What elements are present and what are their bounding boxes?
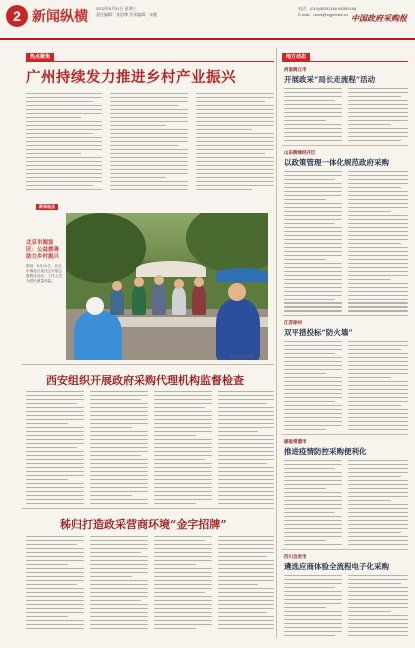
item-body	[284, 171, 342, 314]
article-body	[26, 391, 84, 507]
person	[172, 287, 186, 315]
person-head	[174, 279, 184, 289]
masthead-meta	[96, 6, 157, 17]
section-divider	[22, 364, 274, 365]
photo-caption-title: 北京市海淀区：公益慈善 助力乡村振兴	[26, 240, 60, 260]
canopy	[136, 261, 206, 277]
column-divider	[276, 48, 277, 638]
article-body	[196, 93, 274, 193]
person	[132, 285, 146, 315]
section-tag: 热点聚焦	[26, 53, 54, 61]
person-head	[112, 281, 122, 291]
person-head	[194, 277, 204, 287]
item-divider	[282, 549, 408, 550]
meta-date: 2022年8月31日 星期三	[96, 6, 137, 11]
item-body	[284, 341, 342, 433]
person-head	[134, 277, 144, 287]
masthead-contact	[298, 6, 356, 17]
tag-rule	[282, 61, 408, 62]
article-body	[26, 93, 102, 193]
item-divider	[282, 145, 408, 146]
contact-email: E-mail：news@cgpnews.cn	[298, 11, 348, 17]
person-head	[228, 283, 246, 301]
item-body	[348, 460, 408, 548]
photo-section-label: 新华视点	[36, 204, 58, 210]
article-body	[218, 536, 274, 632]
photo-caption-text: 图说：8月20日，北京市海淀区某社区开展志愿服务活动，工作人员为居民测量体温。	[26, 264, 62, 283]
section-tag: 地方动态	[282, 53, 310, 61]
item-headline: 开展政采“局长走流程”活动	[284, 75, 376, 84]
news-photo	[66, 213, 268, 360]
item-body	[284, 575, 342, 639]
item-body	[348, 341, 408, 433]
article-body	[26, 536, 84, 632]
lead-headline: 广州持续发力推进乡村产业振兴	[26, 69, 236, 86]
item-kicker: 江苏徐州	[284, 321, 302, 326]
article-body	[90, 536, 148, 632]
item-headline: 以政策管理一体化规范政府采购	[284, 158, 389, 167]
article-body	[218, 391, 274, 507]
section-divider	[22, 508, 274, 509]
person	[110, 289, 124, 315]
person	[152, 283, 166, 315]
canopy	[216, 268, 268, 282]
photo-tree	[66, 213, 146, 283]
person-head	[154, 275, 164, 285]
meta-editors: 责任编辑：张思博 美术编辑：宋健	[96, 11, 158, 17]
page-number-badge: 2	[6, 5, 28, 27]
item-kicker: 河南商丘市	[284, 68, 307, 73]
item-divider	[282, 434, 408, 435]
person-head	[86, 297, 104, 315]
item-body	[284, 460, 342, 548]
item-kicker: 山东聊城经开区	[284, 151, 316, 156]
section-title: 新闻纵横	[32, 9, 88, 25]
item-kicker: 四川自贡市	[284, 555, 307, 560]
person	[192, 285, 206, 315]
article-body	[90, 391, 148, 507]
person	[74, 311, 122, 360]
item-body	[284, 88, 342, 144]
article-body	[154, 391, 212, 507]
item-kicker: 湖南常德市	[284, 440, 307, 445]
tag-rule	[26, 61, 274, 62]
item-headline: 双平措投标“防火墙”	[284, 328, 353, 337]
contact-phone: 电话：(010)68392166 68392168	[298, 6, 357, 11]
item-body	[348, 575, 408, 639]
article-headline: 秭归打造政采营商环境“金字招牌”	[60, 518, 227, 531]
item-headline: 推进疫情防控采购便利化	[284, 447, 367, 456]
item-headline: 遴选应商体验全流程电子化采购	[284, 562, 389, 571]
person	[216, 299, 260, 360]
article-headline: 西安组织开展政府采购代理机构监督检查	[46, 374, 244, 387]
item-body	[348, 171, 408, 314]
item-divider	[282, 315, 408, 316]
masthead	[0, 0, 415, 40]
article-body	[154, 536, 212, 632]
article-body	[110, 93, 188, 193]
photo-credit: 新华社记者 摄	[230, 355, 253, 359]
item-body	[348, 88, 408, 144]
newspaper-brand: 中国政府采购报	[351, 13, 407, 23]
